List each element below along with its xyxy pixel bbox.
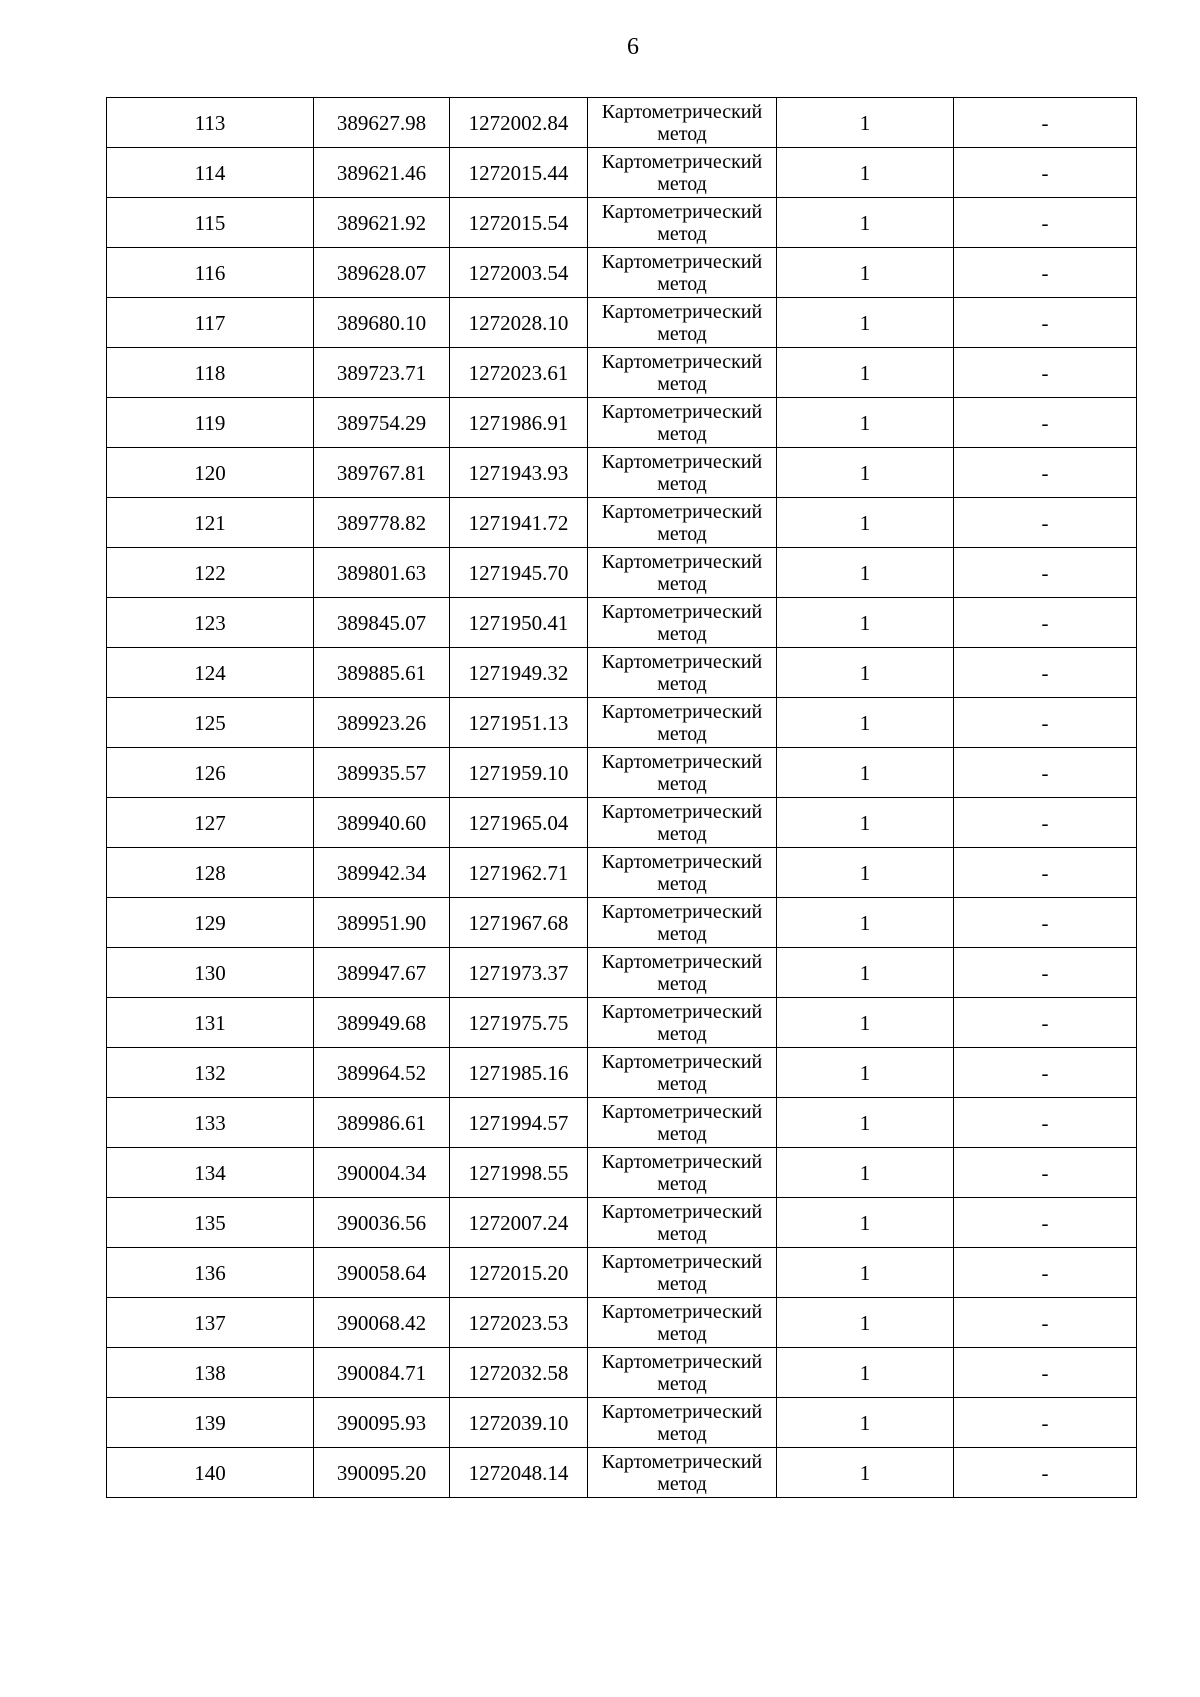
method-cell: Картометрический метод	[588, 748, 777, 798]
y-coordinate-cell: 1272015.20	[450, 1248, 588, 1298]
point-number-cell: 138	[107, 1348, 314, 1398]
point-number-cell: 127	[107, 798, 314, 848]
note-cell: -	[954, 398, 1137, 448]
point-number-cell: 131	[107, 998, 314, 1048]
accuracy-cell: 1	[777, 148, 954, 198]
x-coordinate-cell: 389627.98	[314, 98, 450, 148]
point-number-cell: 139	[107, 1398, 314, 1448]
note-cell: -	[954, 798, 1137, 848]
method-cell: Картометрический метод	[588, 1298, 777, 1348]
table-row	[107, 148, 1137, 198]
page-number: 6	[627, 34, 639, 60]
point-number-cell: 114	[107, 148, 314, 198]
x-coordinate-cell: 390084.71	[314, 1348, 450, 1398]
method-cell: Картометрический метод	[588, 298, 777, 348]
accuracy-cell: 1	[777, 998, 954, 1048]
x-coordinate-cell: 389628.07	[314, 248, 450, 298]
note-cell: -	[954, 1248, 1137, 1298]
y-coordinate-cell: 1272015.44	[450, 148, 588, 198]
method-cell: Картометрический метод	[588, 598, 777, 648]
accuracy-cell: 1	[777, 1048, 954, 1098]
point-number-cell: 136	[107, 1248, 314, 1298]
y-coordinate-cell: 1272007.24	[450, 1198, 588, 1248]
method-cell: Картометрический метод	[588, 998, 777, 1048]
x-coordinate-cell: 389621.92	[314, 198, 450, 248]
point-number-cell: 135	[107, 1198, 314, 1248]
method-cell: Картометрический метод	[588, 1148, 777, 1198]
method-cell: Картометрический метод	[588, 1448, 777, 1498]
y-coordinate-cell: 1272023.61	[450, 348, 588, 398]
note-cell: -	[954, 148, 1137, 198]
note-cell: -	[954, 748, 1137, 798]
accuracy-cell: 1	[777, 748, 954, 798]
method-cell: Картометрический метод	[588, 1198, 777, 1248]
table-row	[107, 898, 1137, 948]
y-coordinate-cell: 1271959.10	[450, 748, 588, 798]
accuracy-cell: 1	[777, 798, 954, 848]
note-cell: -	[954, 1348, 1137, 1398]
note-cell: -	[954, 1298, 1137, 1348]
x-coordinate-cell: 389754.29	[314, 398, 450, 448]
accuracy-cell: 1	[777, 848, 954, 898]
x-coordinate-cell: 389935.57	[314, 748, 450, 798]
method-cell: Картометрический метод	[588, 648, 777, 698]
point-number-cell: 130	[107, 948, 314, 998]
x-coordinate-cell: 390058.64	[314, 1248, 450, 1298]
y-coordinate-cell: 1272002.84	[450, 98, 588, 148]
x-coordinate-cell: 390068.42	[314, 1298, 450, 1348]
point-number-cell: 125	[107, 698, 314, 748]
y-coordinate-cell: 1272032.58	[450, 1348, 588, 1398]
x-coordinate-cell: 390095.20	[314, 1448, 450, 1498]
y-coordinate-cell: 1271994.57	[450, 1098, 588, 1148]
y-coordinate-cell: 1271973.37	[450, 948, 588, 998]
note-cell: -	[954, 698, 1137, 748]
note-cell: -	[954, 1198, 1137, 1248]
accuracy-cell: 1	[777, 1448, 954, 1498]
coordinates-table	[106, 97, 1137, 1498]
note-cell: -	[954, 548, 1137, 598]
table-row	[107, 748, 1137, 798]
note-cell: -	[954, 598, 1137, 648]
accuracy-cell: 1	[777, 198, 954, 248]
point-number-cell: 132	[107, 1048, 314, 1098]
accuracy-cell: 1	[777, 1398, 954, 1448]
note-cell: -	[954, 948, 1137, 998]
table-row	[107, 798, 1137, 848]
point-number-cell: 128	[107, 848, 314, 898]
accuracy-cell: 1	[777, 698, 954, 748]
x-coordinate-cell: 389621.46	[314, 148, 450, 198]
accuracy-cell: 1	[777, 98, 954, 148]
accuracy-cell: 1	[777, 1348, 954, 1398]
accuracy-cell: 1	[777, 448, 954, 498]
y-coordinate-cell: 1271949.32	[450, 648, 588, 698]
x-coordinate-cell: 389947.67	[314, 948, 450, 998]
method-cell: Картометрический метод	[588, 698, 777, 748]
table-row	[107, 1448, 1137, 1498]
point-number-cell: 116	[107, 248, 314, 298]
accuracy-cell: 1	[777, 948, 954, 998]
point-number-cell: 113	[107, 98, 314, 148]
point-number-cell: 117	[107, 298, 314, 348]
note-cell: -	[954, 648, 1137, 698]
x-coordinate-cell: 389845.07	[314, 598, 450, 648]
method-cell: Картометрический метод	[588, 848, 777, 898]
method-cell: Картометрический метод	[588, 248, 777, 298]
x-coordinate-cell: 389778.82	[314, 498, 450, 548]
method-cell: Картометрический метод	[588, 1348, 777, 1398]
note-cell: -	[954, 1398, 1137, 1448]
table-row	[107, 1198, 1137, 1248]
note-cell: -	[954, 848, 1137, 898]
table-row	[107, 98, 1137, 148]
note-cell: -	[954, 98, 1137, 148]
method-cell: Картометрический метод	[588, 948, 777, 998]
accuracy-cell: 1	[777, 298, 954, 348]
method-cell: Картометрический метод	[588, 398, 777, 448]
table-row	[107, 448, 1137, 498]
coordinates-table-body	[107, 98, 1137, 1498]
y-coordinate-cell: 1272015.54	[450, 198, 588, 248]
x-coordinate-cell: 390036.56	[314, 1198, 450, 1248]
x-coordinate-cell: 389940.60	[314, 798, 450, 848]
method-cell: Картометрический метод	[588, 898, 777, 948]
method-cell: Картометрический метод	[588, 798, 777, 848]
table-row	[107, 298, 1137, 348]
y-coordinate-cell: 1271943.93	[450, 448, 588, 498]
table-row	[107, 1298, 1137, 1348]
accuracy-cell: 1	[777, 1248, 954, 1298]
accuracy-cell: 1	[777, 348, 954, 398]
note-cell: -	[954, 248, 1137, 298]
method-cell: Картометрический метод	[588, 98, 777, 148]
method-cell: Картометрический метод	[588, 1048, 777, 1098]
method-cell: Картометрический метод	[588, 348, 777, 398]
note-cell: -	[954, 448, 1137, 498]
accuracy-cell: 1	[777, 1298, 954, 1348]
y-coordinate-cell: 1271967.68	[450, 898, 588, 948]
x-coordinate-cell: 389767.81	[314, 448, 450, 498]
method-cell: Картометрический метод	[588, 548, 777, 598]
method-cell: Картометрический метод	[588, 448, 777, 498]
table-row	[107, 998, 1137, 1048]
method-cell: Картометрический метод	[588, 498, 777, 548]
accuracy-cell: 1	[777, 1098, 954, 1148]
y-coordinate-cell: 1272028.10	[450, 298, 588, 348]
accuracy-cell: 1	[777, 1198, 954, 1248]
y-coordinate-cell: 1271941.72	[450, 498, 588, 548]
note-cell: -	[954, 1098, 1137, 1148]
point-number-cell: 140	[107, 1448, 314, 1498]
note-cell: -	[954, 498, 1137, 548]
point-number-cell: 115	[107, 198, 314, 248]
point-number-cell: 126	[107, 748, 314, 798]
point-number-cell: 121	[107, 498, 314, 548]
note-cell: -	[954, 998, 1137, 1048]
y-coordinate-cell: 1272039.10	[450, 1398, 588, 1448]
table-row	[107, 1148, 1137, 1198]
y-coordinate-cell: 1272023.53	[450, 1298, 588, 1348]
accuracy-cell: 1	[777, 548, 954, 598]
note-cell: -	[954, 348, 1137, 398]
table-row	[107, 598, 1137, 648]
y-coordinate-cell: 1271945.70	[450, 548, 588, 598]
point-number-cell: 120	[107, 448, 314, 498]
x-coordinate-cell: 389801.63	[314, 548, 450, 598]
x-coordinate-cell: 389680.10	[314, 298, 450, 348]
table-row	[107, 398, 1137, 448]
accuracy-cell: 1	[777, 598, 954, 648]
table-row	[107, 848, 1137, 898]
accuracy-cell: 1	[777, 248, 954, 298]
point-number-cell: 119	[107, 398, 314, 448]
table-row	[107, 548, 1137, 598]
accuracy-cell: 1	[777, 1148, 954, 1198]
table-row	[107, 1348, 1137, 1398]
x-coordinate-cell: 390004.34	[314, 1148, 450, 1198]
table-row	[107, 1098, 1137, 1148]
table-row	[107, 948, 1137, 998]
table-row	[107, 498, 1137, 548]
point-number-cell: 123	[107, 598, 314, 648]
accuracy-cell: 1	[777, 648, 954, 698]
y-coordinate-cell: 1272048.14	[450, 1448, 588, 1498]
x-coordinate-cell: 389885.61	[314, 648, 450, 698]
table-row	[107, 348, 1137, 398]
table-row	[107, 1398, 1137, 1448]
table-row	[107, 648, 1137, 698]
method-cell: Картометрический метод	[588, 148, 777, 198]
point-number-cell: 134	[107, 1148, 314, 1198]
point-number-cell: 118	[107, 348, 314, 398]
note-cell: -	[954, 1448, 1137, 1498]
point-number-cell: 122	[107, 548, 314, 598]
y-coordinate-cell: 1271965.04	[450, 798, 588, 848]
y-coordinate-cell: 1272003.54	[450, 248, 588, 298]
x-coordinate-cell: 389923.26	[314, 698, 450, 748]
point-number-cell: 129	[107, 898, 314, 948]
method-cell: Картометрический метод	[588, 1098, 777, 1148]
table-row	[107, 1048, 1137, 1098]
x-coordinate-cell: 389951.90	[314, 898, 450, 948]
note-cell: -	[954, 898, 1137, 948]
table-row	[107, 248, 1137, 298]
note-cell: -	[954, 1048, 1137, 1098]
y-coordinate-cell: 1271950.41	[450, 598, 588, 648]
x-coordinate-cell: 389942.34	[314, 848, 450, 898]
point-number-cell: 137	[107, 1298, 314, 1348]
accuracy-cell: 1	[777, 898, 954, 948]
x-coordinate-cell: 389964.52	[314, 1048, 450, 1098]
y-coordinate-cell: 1271985.16	[450, 1048, 588, 1098]
method-cell: Картометрический метод	[588, 1398, 777, 1448]
table-row	[107, 698, 1137, 748]
x-coordinate-cell: 389723.71	[314, 348, 450, 398]
y-coordinate-cell: 1271986.91	[450, 398, 588, 448]
method-cell: Картометрический метод	[588, 1248, 777, 1298]
x-coordinate-cell: 389949.68	[314, 998, 450, 1048]
accuracy-cell: 1	[777, 498, 954, 548]
y-coordinate-cell: 1271962.71	[450, 848, 588, 898]
accuracy-cell: 1	[777, 398, 954, 448]
y-coordinate-cell: 1271998.55	[450, 1148, 588, 1198]
y-coordinate-cell: 1271951.13	[450, 698, 588, 748]
y-coordinate-cell: 1271975.75	[450, 998, 588, 1048]
x-coordinate-cell: 389986.61	[314, 1098, 450, 1148]
x-coordinate-cell: 390095.93	[314, 1398, 450, 1448]
note-cell: -	[954, 198, 1137, 248]
point-number-cell: 124	[107, 648, 314, 698]
note-cell: -	[954, 298, 1137, 348]
table-row	[107, 198, 1137, 248]
table-row	[107, 1248, 1137, 1298]
point-number-cell: 133	[107, 1098, 314, 1148]
note-cell: -	[954, 1148, 1137, 1198]
method-cell: Картометрический метод	[588, 198, 777, 248]
